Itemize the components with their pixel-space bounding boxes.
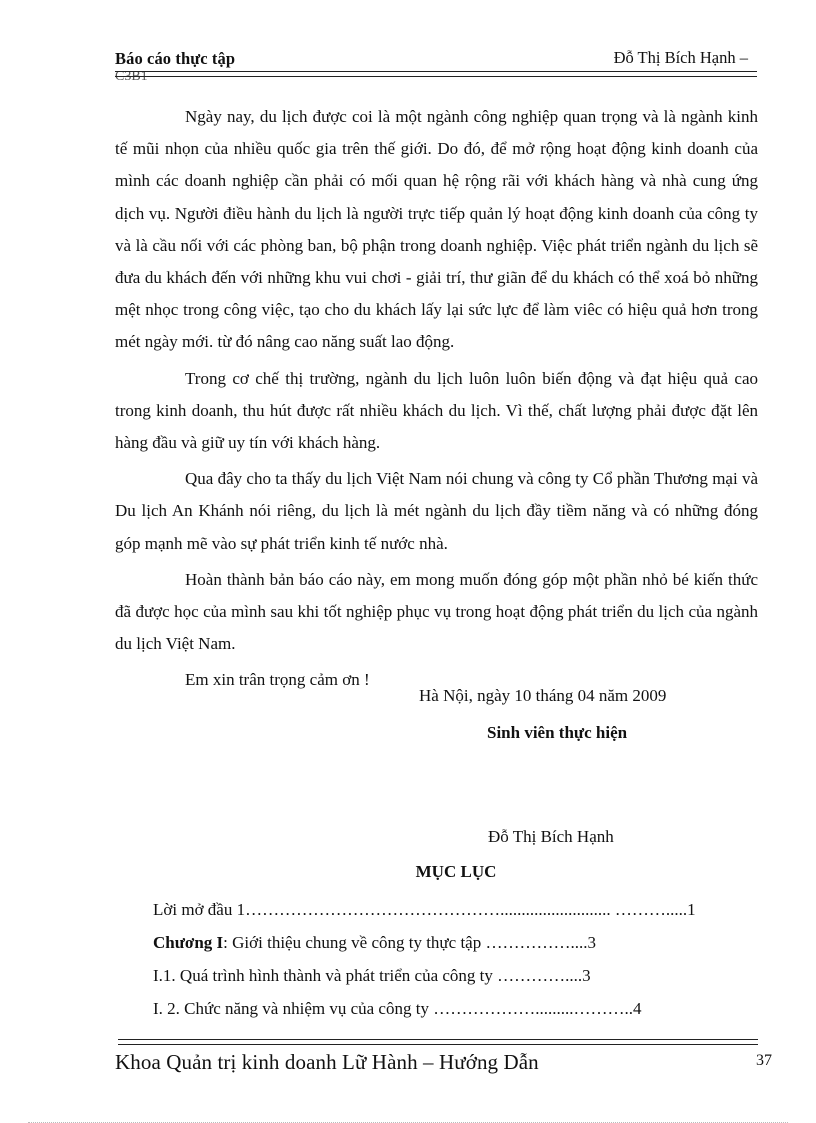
toc-entry [153,996,713,1029]
page-number: 37 [756,1052,772,1069]
signature-name: Đỗ Thị Bích Hạnh [488,827,614,846]
signature-date: Hà Nội, ngày 10 tháng 04 năm 2009 [419,686,667,705]
toc-title: MỤC LỤC [415,862,497,881]
toc-entry-text: Lời mở đầu 1……………………………………….......................... ……….....1 [153,900,696,919]
toc-entry [153,963,713,996]
toc-entry-text: I.1. Quá trình hình thành và phát triển của công ty …………....3 [153,966,591,985]
header-author: Đỗ Thị Bích Hạnh – [613,48,748,67]
paragraph: Trong cơ chế thị trường, ngành du lịch luôn luôn biến động và đạt hiệu quả cao trong kinh doanh, thu hút được rất nhiều khách du lịch. Vì thế, chất lượng phải được đặt lên hàng đầu và giữ uy tín với khách hàng. [115,368,758,453]
toc-entry-text: I. 2. Chức năng và nhiệm vụ của công ty ……………….........………..4 [153,999,642,1018]
toc-entry-bold: Chương I [153,933,224,952]
table-of-contents [153,897,713,1029]
footer-rule-thick [118,1039,758,1040]
header-rule-thick [115,71,757,72]
toc-entry [153,897,713,930]
toc-entry [153,930,713,963]
header-title: Báo cáo thực tập [115,49,236,68]
paragraph: Qua đây cho ta thấy du lịch Việt Nam nói chung và công ty Cổ phần Thương mại và Du lịch An Khánh nói riêng, du lịch là mét ngành du lịch đầy tiềm năng và có những đóng góp mạnh mẽ vào sự phát triển kinh tế nước nhà. [115,469,758,553]
closing-thanks: Em xin trân trọng cảm ơn ! [185,670,370,690]
footer-text: Khoa Quản trị kinh doanh Lữ Hành – Hướng Dẫn [115,1050,539,1074]
signature-role: Sinh viên thực hiện [487,723,628,742]
paragraph: Ngày nay, du lịch được coi là một ngành công nghiệp quan trọng và là ngành kinh tế mũi nhọn của nhiều quốc gia trên thế giới. Do đó, để mở rộng hoạt động kinh doanh của mình các doanh nghiệp cần phải có mối quan hệ rộng rãi với khách hàng và nhà cung ứng dịch vụ. Người điều hành du lịch là người trực tiếp quản lý hoạt động kinh doanh của công ty và là cầu nối với các phòng ban, bộ phận trong doanh nghiệp. Việc phát triển ngành du lịch sẽ đưa du khách đến với những khu vui chơi - giải trí, thư giãn để du khách có thể xoá bỏ những mệt nhọc trong công việc, tạo cho du khách lấy lại sức lực để làm viêc có hiệu quả hơn trong mét ngày mới. từ đó nâng cao năng suất lao động. [115,107,758,352]
header-rule-thin [115,76,757,77]
header-class-code: C3B1 [115,69,148,84]
toc-entry-text: : Giới thiệu chung về công ty thực tập ……………....3 [223,933,596,952]
body-text [115,101,758,697]
paragraph: Hoàn thành bản báo cáo này, em mong muốn đóng góp một phần nhỏ bé kiến thức đã được học của mình sau khi tốt nghiệp phục vụ trong hoạt động phát triển du lịch của ngành du lịch Việt Nam. [115,569,758,654]
footer-rule-thin [118,1044,758,1045]
